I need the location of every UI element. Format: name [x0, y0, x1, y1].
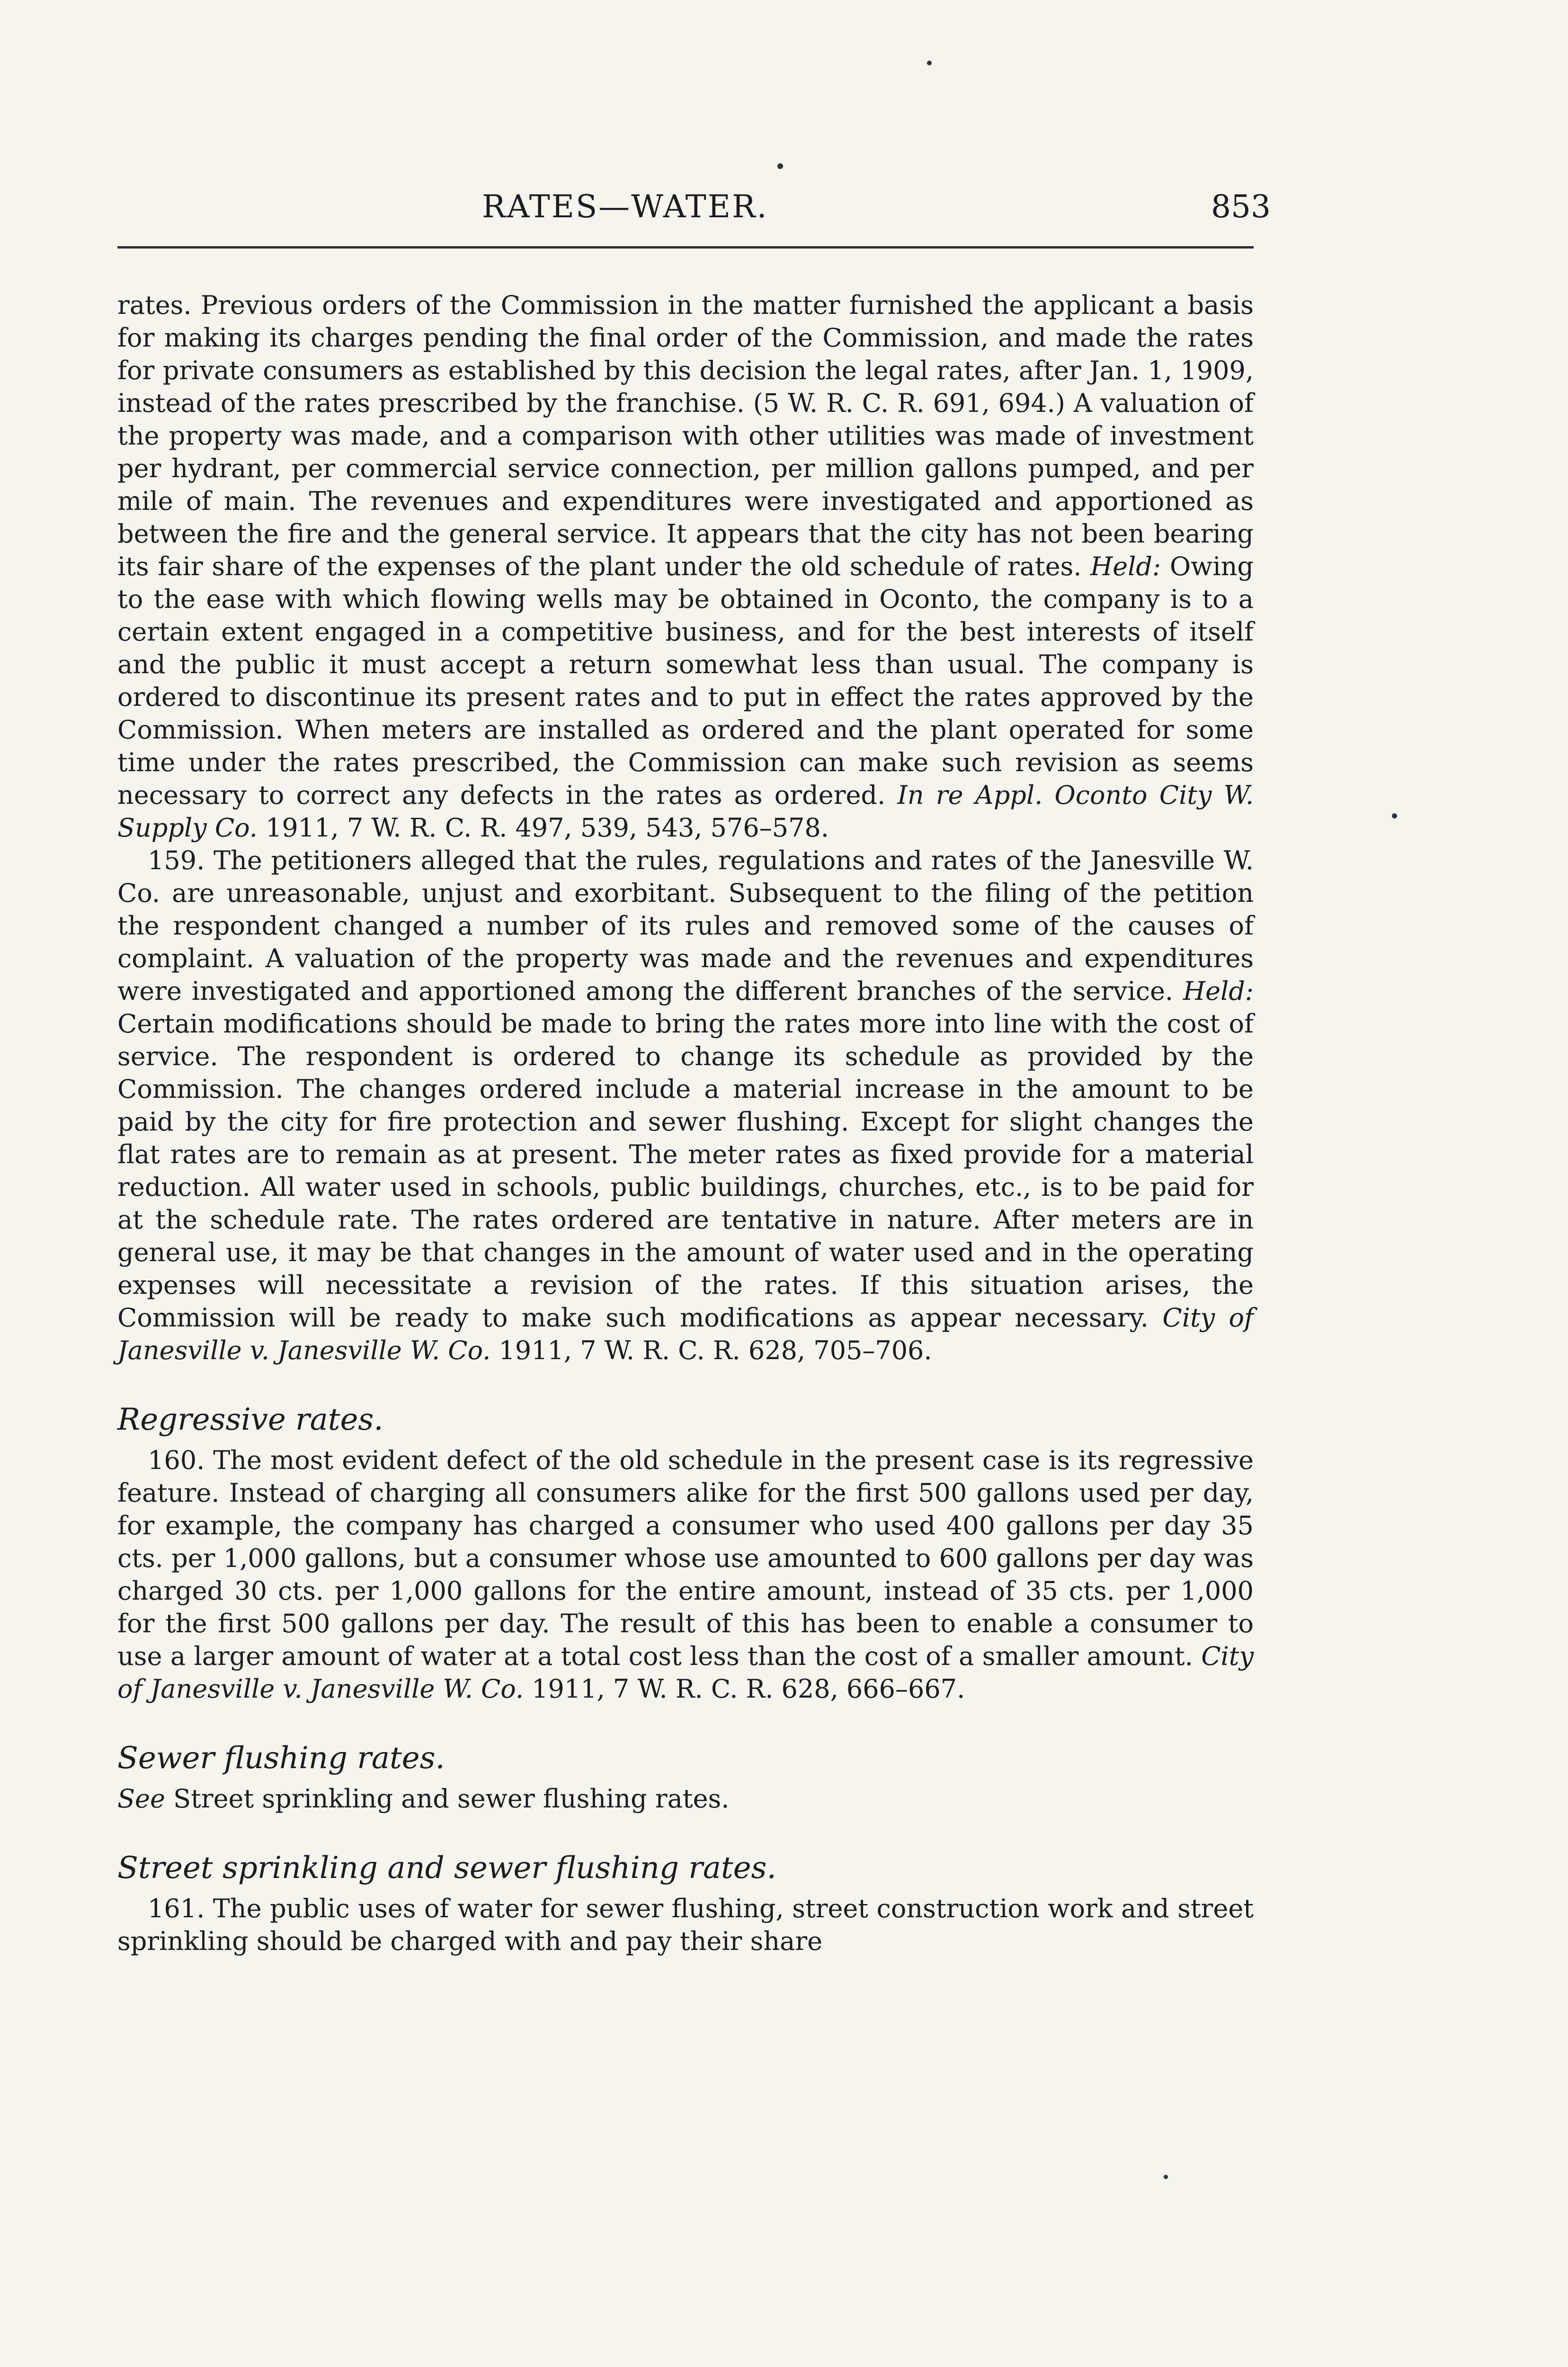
- body-text: [117, 289, 1254, 1958]
- paragraph-see-reference: [117, 1782, 1254, 1815]
- case-citation: City of Janesville v. Janesville W. Co.: [117, 1303, 1254, 1365]
- running-head: [117, 180, 1271, 237]
- cross-reference-text: Street sprinkling and sewer flushing rates.: [165, 1784, 730, 1814]
- heading-street-sprinkling-rates: Street sprinkling and sewer flushing rates.: [117, 1851, 776, 1886]
- case-citation: In re Appl. Oconto City W. Supply Co.: [117, 780, 1254, 843]
- paragraph-text: Owing to the ease with which flowing wells may be obtained in Oconto, the company is to a certain extent engaged in a competitive business, and for the best interests of itself and the public it must accept a return somewhat less than usual. The company is ordered to discontinue its present rates and to put in effect the rates approved by the Commission. When meters are installed as ordered and the plant operated for some time under the rates prescribed, the Commission can make such revision as seems necessary to correct any defects in the rates as ordered.: [117, 552, 1254, 810]
- print-speck: [1164, 2175, 1168, 2179]
- paragraph-160: [117, 1444, 1254, 1705]
- citation-reference: 1911, 7 W. R. C. R. 497, 539, 543, 576–578.: [257, 813, 829, 843]
- case-citation: City of Janesville v. Janesville W. Co.: [117, 1641, 1254, 1704]
- page-number: 853: [1211, 188, 1271, 225]
- paragraph-rates-continued: [117, 289, 1254, 844]
- citation-reference: 1911, 7 W. R. C. R. 628, 666–667.: [524, 1674, 965, 1704]
- heading-sewer-flushing-rates: Sewer flushing rates.: [117, 1741, 445, 1776]
- paragraph-text: Certain modifications should be made to bring the rates more into line with the cost of service. The respondent is ordered to change its schedule as provided by the Commission. The changes ordered include a material increase in the amount to be paid by the city for fire protection and sewer flushing. Except for slight changes the flat rates are to remain as at present. The meter rates as fixed provide for a material reduction. All water used in schools, public buildings, churches, etc., is to be paid for at the schedule rate. The rates ordered are tentative in nature. After meters are in general use, it may be that changes in the amount of water used and in the operating expenses will necessitate a revision of the rates. If this situation arises, the Commission will be ready to make such modifications as appear necessary.: [117, 1009, 1254, 1333]
- see-label: See: [117, 1784, 165, 1814]
- paragraph-text: 159. The petitioners alleged that the rules, regulations and rates of the Janesville W. Co. are unreasonable, unjust and exorbitant. Subsequent to the filing of the petition the respondent changed a number of its rules and removed some of the causes of complaint. A valuation of the property was made and the revenues and expenditures were investigated and apportioned among the different branches of the service.: [117, 845, 1254, 1006]
- paragraph-161: [117, 1892, 1254, 1958]
- running-title: RATES—WATER.: [482, 188, 768, 225]
- book-page: [117, 180, 1271, 1956]
- citation-reference: 1911, 7 W. R. C. R. 628, 705–706.: [490, 1335, 932, 1365]
- paragraph-text: 161. The public uses of water for sewer flushing, street construction work and street sprinkling should be charged with and pay their share: [117, 1894, 1254, 1956]
- print-speck: [1392, 813, 1397, 819]
- held-label: Held:: [1090, 552, 1161, 581]
- header-rule: [117, 246, 1254, 249]
- print-speck: [777, 163, 783, 169]
- heading-regressive-rates: Regressive rates.: [117, 1402, 383, 1437]
- held-label: Held:: [1183, 976, 1254, 1006]
- paragraph-159: [117, 844, 1254, 1367]
- print-speck: [927, 61, 932, 65]
- paragraph-text: 160. The most evident defect of the old schedule in the present case is its regressive feature. Instead of charging all consumers alike for the first 500 gallons used per day, for example, the company has charged a consumer who used 400 gallons per day 35 cts. per 1,000 gallons, but a consumer whose use amounted to 600 gallons per day was charged 30 cts. per 1,000 gallons for the entire amount, instead of 35 cts. per 1,000 for the first 500 gallons per day. The result of this has been to enable a consumer to use a larger amount of water at a total cost less than the cost of a smaller amount.: [117, 1445, 1254, 1671]
- paragraph-text: rates. Previous orders of the Commission in the matter furnished the applicant a basis for making its charges pending the final order of the Commission, and made the rates for private consumers as established by this decision the legal rates, after Jan. 1, 1909, instead of the rates prescribed by the franchise. (5 W. R. C. R. 691, 694.) A valuation of the property was made, and a comparison with other utilities was made of investment per hydrant, per commercial service connection, per million gallons pumped, and per mile of main. The revenues and expenditures were investigated and apportioned as between the fire and the general service. It appears that the city has not been bearing its fair share of the expenses of the plant under the old schedule of rates.: [117, 290, 1254, 581]
